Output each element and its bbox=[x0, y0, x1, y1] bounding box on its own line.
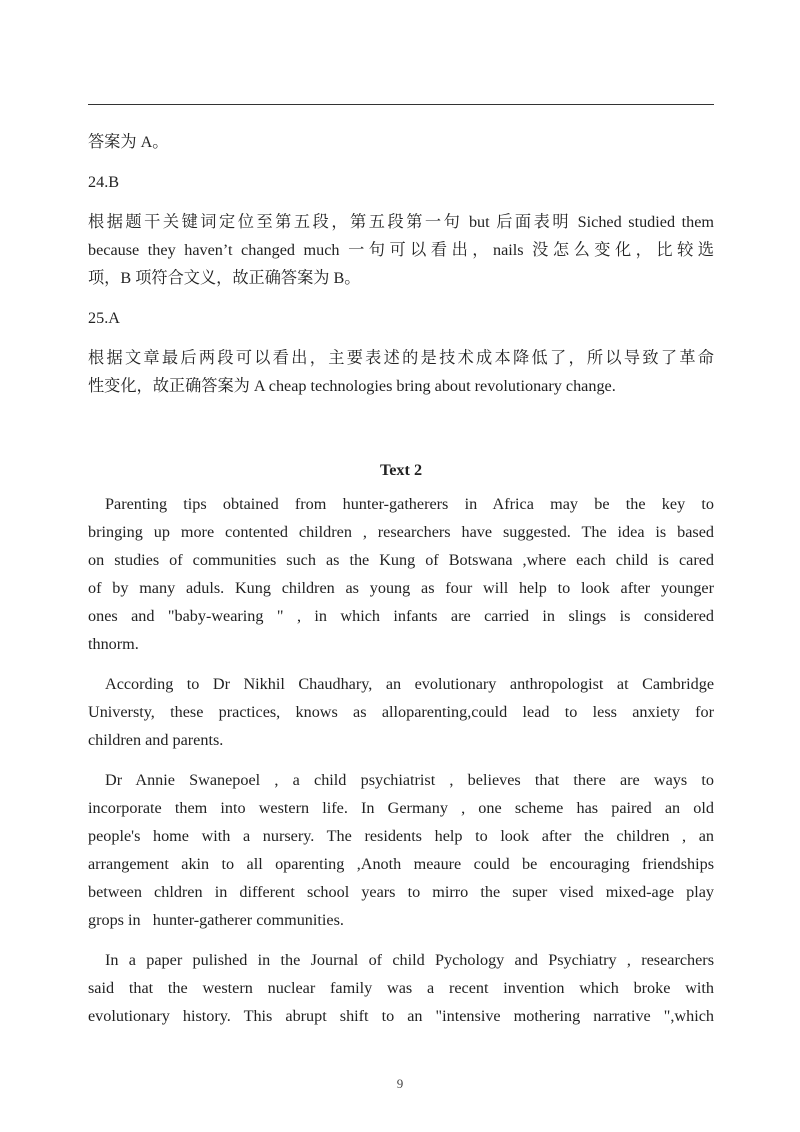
paragraph-line: arrangement akin to all oparenting ,Anoth meaure could be encouraging friendships bbox=[88, 855, 714, 873]
paragraph-line: on studies of communities such as the Kung of Botswana ,where each child is cared bbox=[88, 551, 714, 569]
q24-line: 根据题干关键词定位至第五段，第五段第一句 but 后面表明 Siched studied them bbox=[88, 213, 714, 231]
paragraph-line: incorporate them into western life. In Germany , one scheme has paired an old bbox=[88, 799, 714, 817]
page-number: 9 bbox=[396, 1076, 404, 1091]
text2-paragraph-2 bbox=[88, 670, 714, 754]
paragraph-line: children and parents. bbox=[88, 731, 224, 749]
text2-paragraph-4 bbox=[88, 946, 714, 1030]
paragraph-line: In a paper pulished in the Journal of child Pychology and Psychiatry , researchers bbox=[105, 951, 714, 969]
paragraph-line: people's home with a nursery. The residents help to look after the children , an bbox=[88, 827, 714, 845]
header-rule bbox=[88, 104, 714, 105]
page-body bbox=[88, 128, 714, 1030]
q24-explanation bbox=[88, 208, 714, 292]
paragraph-line: Dr Annie Swanepoel , a child psychiatrist , believes that there are ways to bbox=[105, 771, 714, 789]
paragraph-line: Universty, these practices, knows as alloparenting,could lead to less anxiety for bbox=[88, 703, 714, 721]
q25-explanation bbox=[88, 344, 714, 400]
paragraph-line: said that the western nuclear family was a recent invention which broke with bbox=[88, 979, 714, 997]
paragraph-line: of by many aduls. Kung children as young as four will help to look after younger bbox=[88, 579, 714, 597]
paragraph-line: bringing up more contented children , researchers have suggested. The idea is based bbox=[88, 523, 714, 541]
text2-title: Text 2 bbox=[379, 461, 423, 479]
paragraph-line: According to Dr Nikhil Chaudhary, an evolutionary anthropologist at Cambridge bbox=[105, 675, 714, 693]
q25-line: 性变化，故正确答案为 A cheap technologies bring about revolutionary change. bbox=[88, 377, 616, 395]
q25-line: 根据文章最后两段可以看出，主要表述的是技术成本降低了，所以导致了革命 bbox=[88, 349, 714, 367]
q24-label: 24.B bbox=[88, 173, 120, 191]
paragraph-line: thnorm. bbox=[88, 635, 139, 653]
q24-line: because they haven’t changed much 一句可以看出，nails 没怎么变化，比较选 bbox=[88, 241, 714, 259]
q24-line: 项，B 项符合文义，故正确答案为 B。 bbox=[88, 269, 361, 287]
answer-a-line: 答案为 A。 bbox=[88, 133, 169, 151]
paragraph-line: ones and "baby-wearing " , in which infants are carried in slings is considered bbox=[88, 607, 714, 625]
text2-paragraph-3 bbox=[88, 766, 714, 934]
paragraph-line: Parenting tips obtained from hunter-gatherers in Africa may be the key to bbox=[105, 495, 714, 513]
text2-paragraph-1 bbox=[88, 490, 714, 658]
paragraph-line: between chldren in different school years to mirro the super vised mixed-age play bbox=[88, 883, 714, 901]
paragraph-line: grops in hunter-gatherer communities. bbox=[88, 911, 344, 929]
paragraph-line: evolutionary history. This abrupt shift to an "intensive mothering narrative ",which bbox=[88, 1007, 714, 1025]
q25-label: 25.A bbox=[88, 309, 120, 327]
